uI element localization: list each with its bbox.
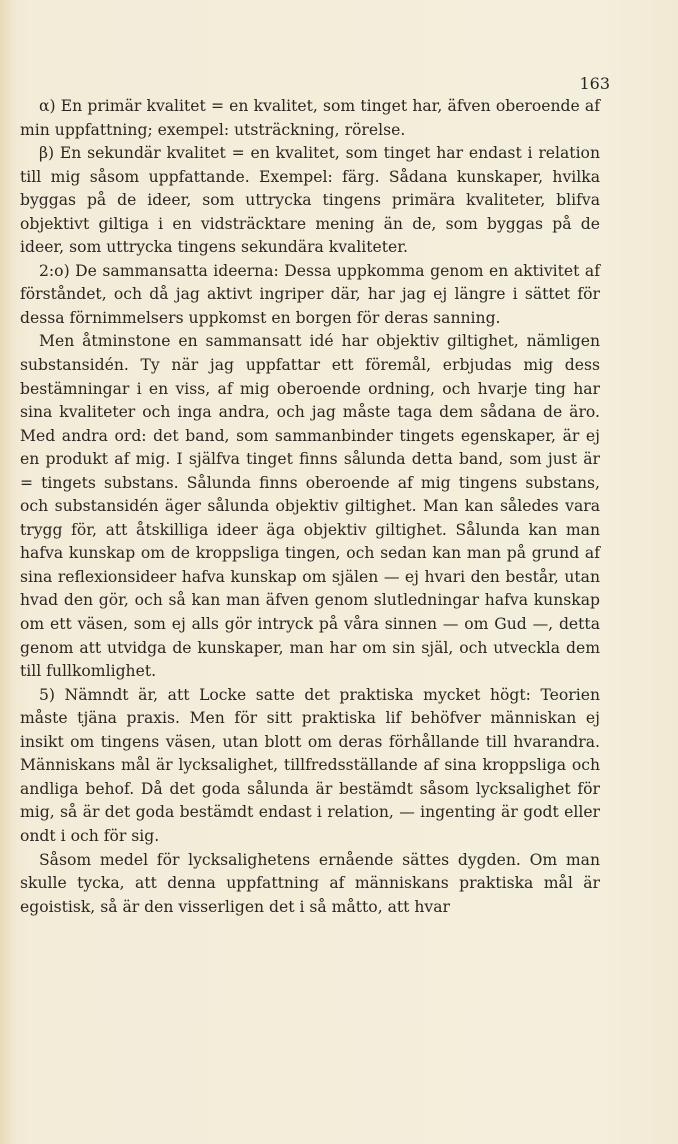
paragraph-virtue: Såsom medel för lycksalighetens ernående sättes dygden. Om man skulle tycka, att denna uppfattning af människans praktiska mål är egoistisk, så är den visserligen det i så måtto, att hvar bbox=[20, 850, 600, 916]
paragraph-compound-ideas: 2:o) De sammansatta ideerna: Dessa uppkomma genom en aktivitet af förståndet, och då jag aktivt ingriper där, har jag ej längre i sättet för dessa förnimmelsers uppkomst en borgen för deras sanning. bbox=[20, 261, 600, 327]
page-edge-shadow bbox=[0, 0, 14, 1144]
paragraph-practical: 5) Nämndt är, att Locke satte det praktiska mycket högt: Teorien måste tjäna praxis. Men för sitt praktiska lif behöfver människan ej insikt om tingens väsen, utan blott om deras förhållande till hvarandra. Människans mål är lycksalighet, tillfredsställande af sina kroppsliga och andliga behof. Då det goda sålunda är bestämdt såsom lycksalighet för mig, så är det goda bestämdt endast i relation, — ingenting är godt eller ondt i och för sig. bbox=[20, 685, 600, 845]
page-body-text bbox=[20, 95, 600, 919]
page-number: 163 bbox=[579, 74, 610, 93]
paragraph-primary-quality: α) En primär kvalitet = en kvalitet, som tinget har, äfven oberoende af min uppfattning; exempel: utsträckning, rörelse. bbox=[20, 97, 600, 139]
paragraph-secondary-quality: β) En sekundär kvalitet = en kvalitet, som tinget har endast i relation till mig såsom uppfattande. Exempel: färg. Sådana kunskaper, hvilka byggas på de ideer, som uttrycka tingens primära kvaliteter, blifva objektivt giltiga i en vidsträcktare mening än de, som byggas på de ideer, som uttrycka tingens sekundära kvaliteter. bbox=[20, 144, 600, 257]
paragraph-substance-idea: Men åtminstone en sammansatt idé har objektiv giltighet, nämligen substansidén. Ty när jag uppfattar ett föremål, erbjudas mig dess bestämningar i en viss, af mig oberoende ordning, och hvarje ting har sina kvaliteter och inga andra, och jag måste taga dem sådana de äro. Med andra ord: det band, som sammanbinder tingets egenskaper, är ej en produkt af mig. I själfva tinget finns sålunda detta band, som just är = tingets substans. Sålunda finns oberoende af mig tingens substans, och substansidén äger sålunda objektiv giltighet. Man kan således vara trygg för, att åtskilliga ideer äga objektiv giltighet. Sålunda kan man hafva kunskap om de kroppsliga tingen, och sedan kan man på grund af sina reflexionsideer hafva kunskap om själen — ej hvari den består, utan hvad den gör, och så kan man äfven genom slutledningar hafva kunskap om ett väsen, som ej alls gör intryck på våra sinnen — om Gud —, detta genom att utvidga de kunskaper, man har om sin själ, och utveckla dem till fullkomlighet. bbox=[20, 332, 600, 681]
